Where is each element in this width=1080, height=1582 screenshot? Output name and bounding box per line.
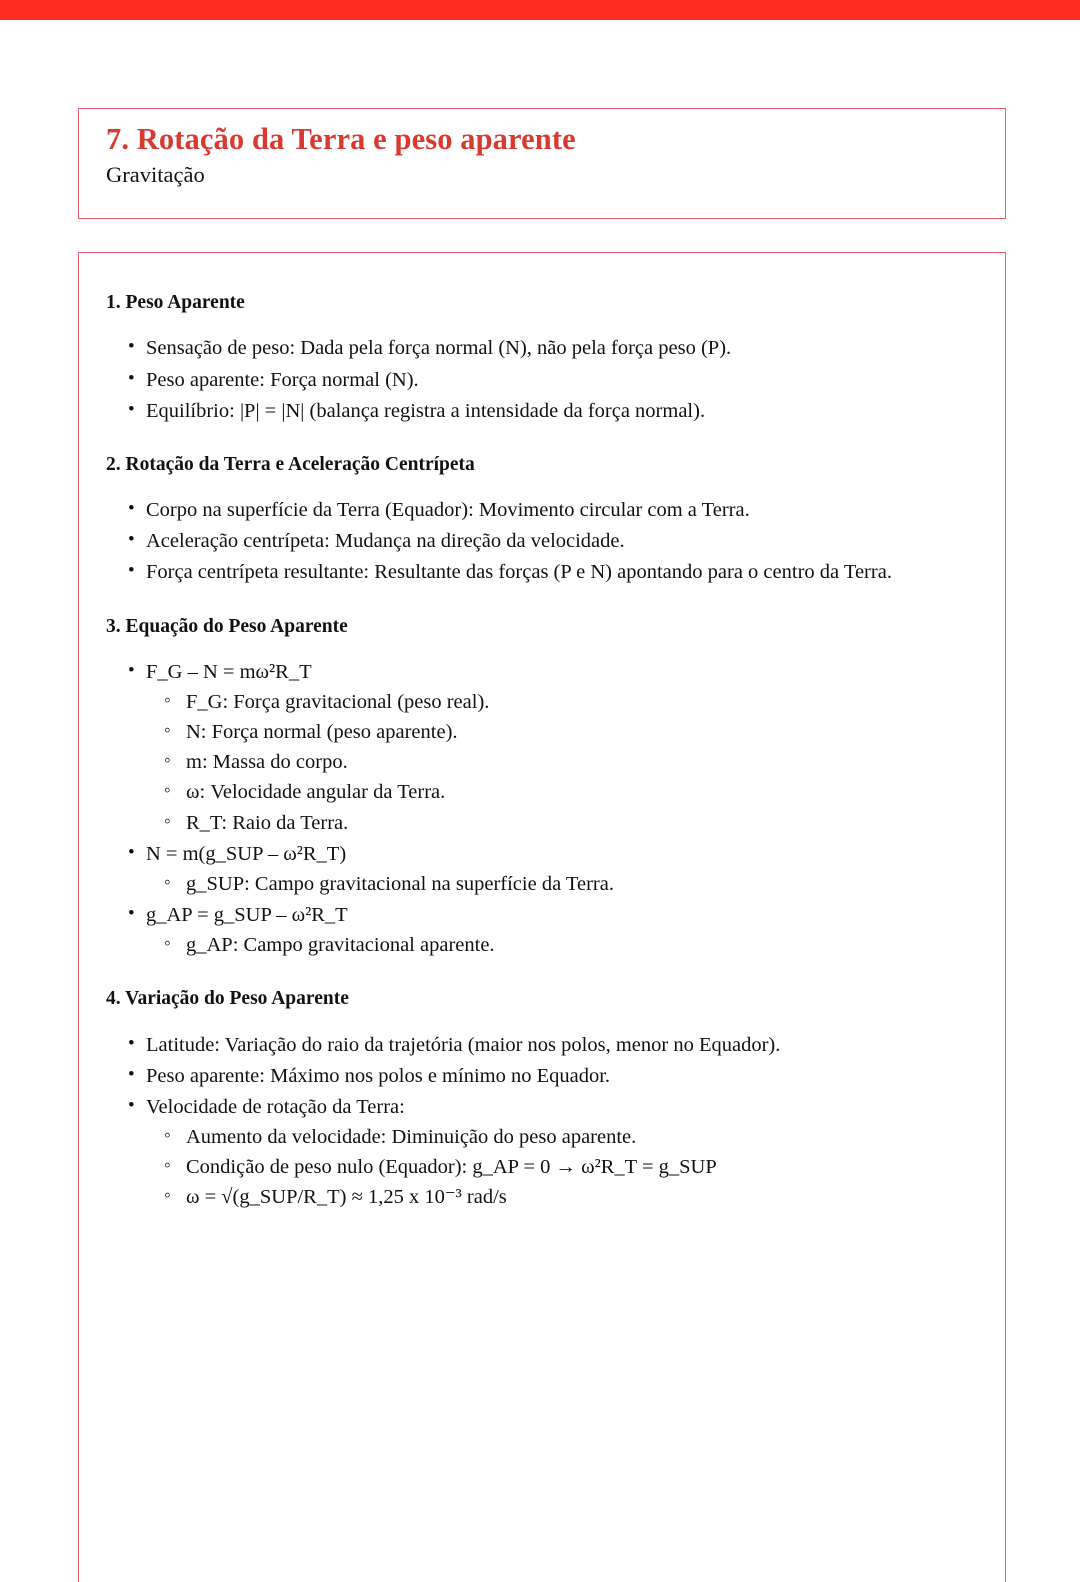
document-header-box [78,108,1006,219]
list-item [106,657,981,838]
sub-list-item: ◦ Aumento da velocidade: Diminuição do peso aparente. [146,1122,981,1152]
sub-list-item: ◦ g_SUP: Campo gravitacional na superfície da Terra. [146,869,981,899]
content-section [106,291,981,426]
content-section [106,987,981,1212]
sub-bullet-list [146,1122,981,1212]
sub-list-item: ◦ ω = √(g_SUP/R_T) ≈ 1,25 x 10⁻³ rad/s [146,1182,981,1212]
sub-list-item: ◦ ω: Velocidade angular da Terra. [146,777,981,807]
list-item [106,495,981,525]
list-item-text: N = m(g_SUP – ω²R_T) [146,842,347,865]
list-item [106,396,981,426]
bullet-list [106,495,981,587]
list-item-text: Aceleração centrípeta: Mudança na direção da velocidade. [146,530,625,553]
list-item-text: Sensação de peso: Dada pela força normal (N), não pela força peso (P). [146,337,732,360]
content-sections [79,253,1005,1212]
list-item-text: Equilíbrio: |P| = |N| (balança registra a intensidade da força normal). [146,399,706,422]
sub-bullet-list [146,869,981,899]
sub-list-item: ◦ m: Massa do corpo. [146,747,981,777]
list-item [106,839,981,899]
page-subtitle: Gravitação [106,161,205,187]
section-heading: 4. Variação do Peso Aparente [106,988,349,1010]
sub-bullet-list [146,687,981,838]
list-item-text: Velocidade de rotação da Terra: [146,1095,405,1118]
bullet-list [106,1030,981,1213]
sub-list-item: ◦ Condição de peso nulo (Equador): g_AP = 0 → ω²R_T = g_SUP [146,1152,981,1182]
bullet-list [106,333,981,425]
page-title: 7. Rotação da Terra e peso aparente [106,122,576,156]
list-item [106,1030,981,1060]
list-item [106,333,981,363]
list-item [106,526,981,556]
sub-list-item: ◦ F_G: Força gravitacional (peso real). [146,687,981,717]
list-item-text: Peso aparente: Força normal (N). [146,368,419,391]
list-item [106,365,981,395]
sub-list-item: ◦ N: Força normal (peso aparente). [146,717,981,747]
content-section [106,453,981,588]
section-heading: 3. Equação do Peso Aparente [106,615,348,637]
document-content-box [78,252,1006,1582]
list-item [106,900,981,960]
sub-list-item: ◦ g_AP: Campo gravitacional aparente. [146,930,981,960]
content-section [106,615,981,961]
list-item [106,1061,981,1091]
list-item-text: F_G – N = mω²R_T [146,660,312,683]
list-item-text: Força centrípeta resultante: Resultante das forças (P e N) apontando para o centro da Terra. [146,561,892,584]
sub-bullet-list [146,930,981,960]
top-accent-bar [0,0,1080,20]
list-item [106,1092,981,1213]
list-item-text: Corpo na superfície da Terra (Equador): Movimento circular com a Terra. [146,499,750,522]
list-item-text: g_AP = g_SUP – ω²R_T [146,903,348,926]
list-item-text: Latitude: Variação do raio da trajetória (maior nos polos, menor no Equador). [146,1033,781,1056]
sub-list-item: ◦ R_T: Raio da Terra. [146,808,981,838]
list-item [106,557,981,587]
section-heading: 1. Peso Aparente [106,292,245,313]
list-item-text: Peso aparente: Máximo nos polos e mínimo no Equador. [146,1064,611,1087]
section-heading: 2. Rotação da Terra e Aceleração Centrípeta [106,453,475,475]
bullet-list [106,657,981,960]
